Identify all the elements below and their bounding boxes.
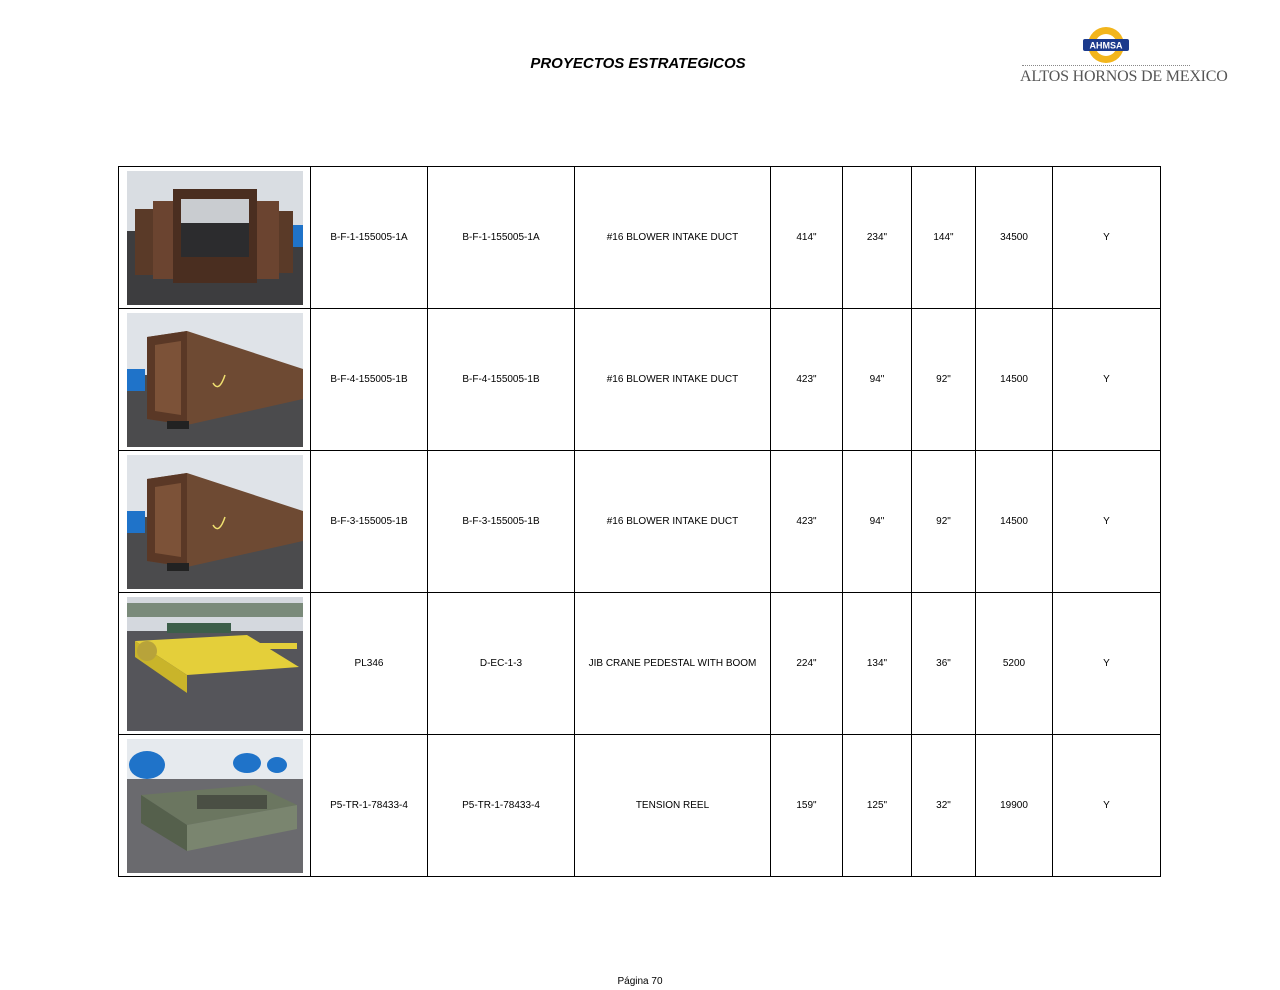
width-cell: 94": [843, 451, 912, 593]
item-tag-cell: PL346: [311, 593, 428, 735]
table-row: [119, 309, 1161, 451]
blower-intake-duct-photo: [127, 313, 303, 447]
height-cell: 144": [912, 167, 976, 309]
weight-cell: 19900: [976, 735, 1053, 877]
reference-cell: D-EC-1-3: [428, 593, 575, 735]
width-cell: 125": [843, 735, 912, 877]
page-title: PROYECTOS ESTRATEGICOS: [530, 55, 746, 72]
length-cell: 423": [771, 309, 843, 451]
reference-cell: P5-TR-1-78433-4: [428, 735, 575, 877]
blower-intake-duct-photo: [127, 455, 303, 589]
weight-cell: 14500: [976, 451, 1053, 593]
inventory-table: [118, 166, 1161, 877]
length-cell: 224": [771, 593, 843, 735]
logo-badge-text: AHMSA: [1089, 40, 1123, 51]
company-logo: [1020, 24, 1228, 90]
flag-cell: Y: [1053, 167, 1161, 309]
weight-cell: 34500: [976, 167, 1053, 309]
item-tag-cell: B-F-3-155005-1B: [311, 451, 428, 593]
height-cell: 92": [912, 451, 976, 593]
photo-cell: [119, 451, 311, 593]
item-tag-cell: B-F-4-155005-1B: [311, 309, 428, 451]
description-cell: #16 BLOWER INTAKE DUCT: [575, 167, 771, 309]
flag-cell: Y: [1053, 309, 1161, 451]
blower-intake-duct-photo: [127, 171, 303, 305]
table-row: [119, 451, 1161, 593]
reference-cell: B-F-4-155005-1B: [428, 309, 575, 451]
item-tag-cell: B-F-1-155005-1A: [311, 167, 428, 309]
flag-cell: Y: [1053, 593, 1161, 735]
width-cell: 234": [843, 167, 912, 309]
weight-cell: 5200: [976, 593, 1053, 735]
reference-cell: B-F-1-155005-1A: [428, 167, 575, 309]
length-cell: 423": [771, 451, 843, 593]
item-tag-cell: P5-TR-1-78433-4: [311, 735, 428, 877]
description-cell: #16 BLOWER INTAKE DUCT: [575, 451, 771, 593]
height-cell: 92": [912, 309, 976, 451]
width-cell: 94": [843, 309, 912, 451]
logo-emblem-icon: [1020, 24, 1192, 68]
flag-cell: Y: [1053, 451, 1161, 593]
page-number: Página 70: [617, 976, 663, 987]
tension-reel-photo: [127, 739, 303, 873]
description-cell: #16 BLOWER INTAKE DUCT: [575, 309, 771, 451]
length-cell: 159": [771, 735, 843, 877]
description-cell: JIB CRANE PEDESTAL WITH BOOM: [575, 593, 771, 735]
table-row: [119, 735, 1161, 877]
jib-crane-photo: [127, 597, 303, 731]
length-cell: 414": [771, 167, 843, 309]
reference-cell: B-F-3-155005-1B: [428, 451, 575, 593]
logo-divider: [1022, 65, 1190, 66]
description-cell: TENSION REEL: [575, 735, 771, 877]
logo-wordmark: ALTOS HORNOS DE MEXICO: [1020, 68, 1228, 85]
height-cell: 32": [912, 735, 976, 877]
weight-cell: 14500: [976, 309, 1053, 451]
table-row: [119, 167, 1161, 309]
flag-cell: Y: [1053, 735, 1161, 877]
table-row: [119, 593, 1161, 735]
photo-cell: [119, 735, 311, 877]
photo-cell: [119, 593, 311, 735]
photo-cell: [119, 309, 311, 451]
width-cell: 134": [843, 593, 912, 735]
photo-cell: [119, 167, 311, 309]
height-cell: 36": [912, 593, 976, 735]
